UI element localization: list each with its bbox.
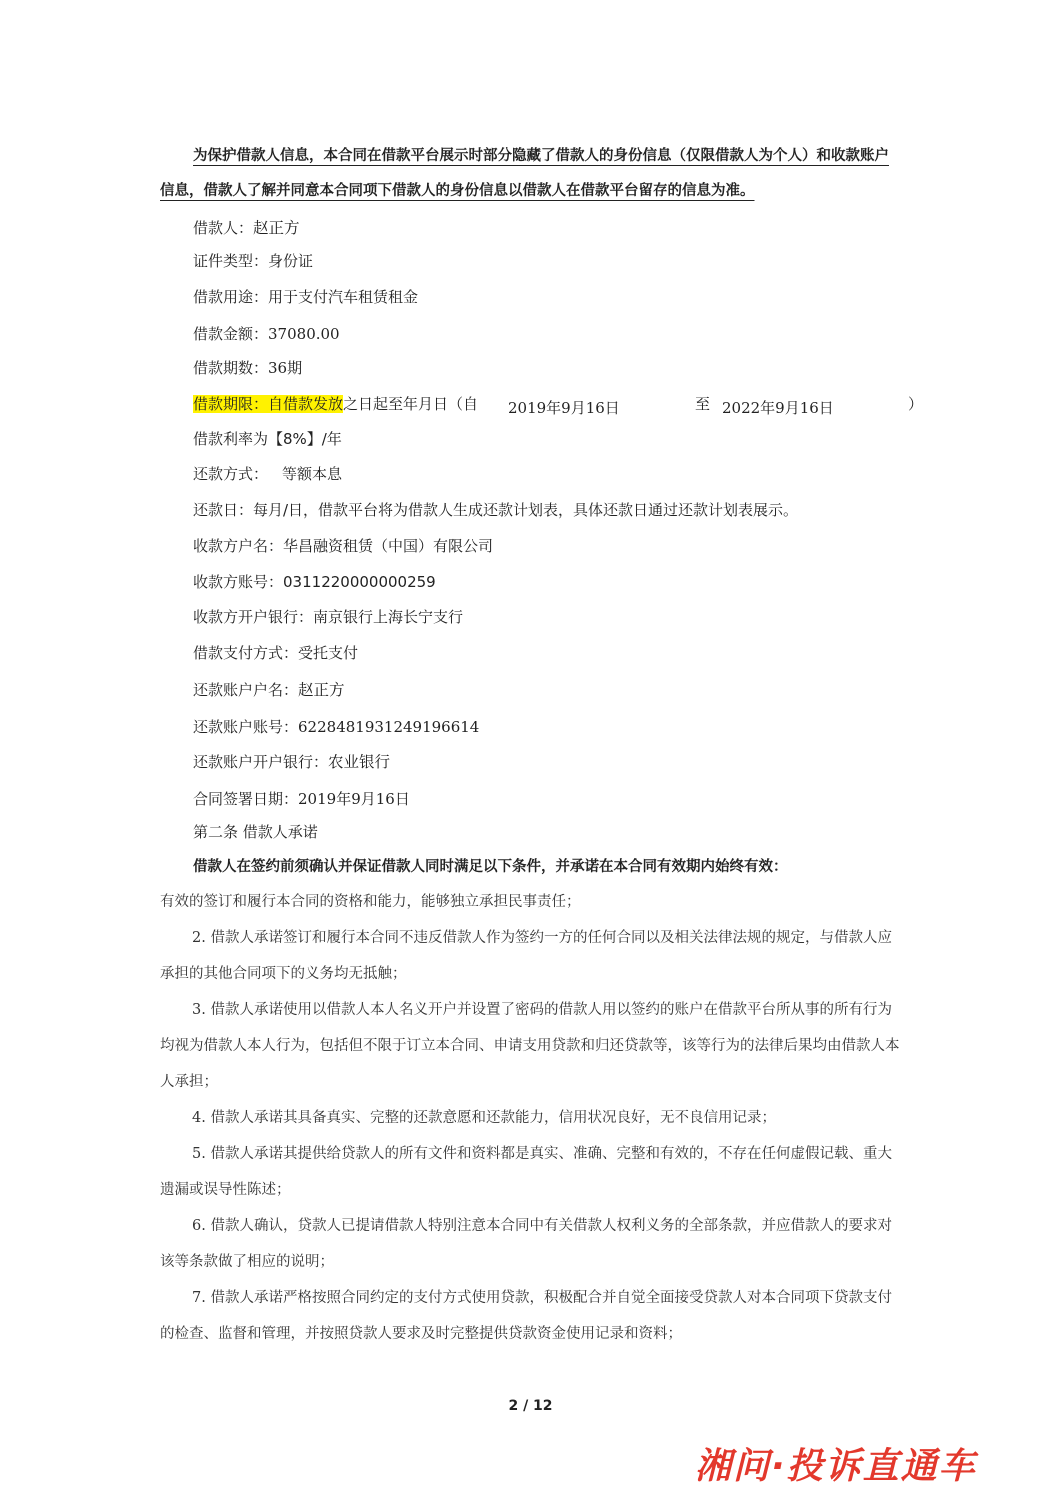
term-close: ） — [908, 395, 924, 413]
field-repay-name — [193, 680, 345, 700]
field-rate: 借款利率为【8%】/年 — [193, 430, 342, 448]
term-end-date: 2022年9月16日 — [722, 399, 834, 417]
field-value: 6228481931249196614 — [298, 718, 480, 736]
field-sign-date — [193, 789, 410, 809]
commitment-item-3: 3. 借款人承诺使用以借款人本人名义开户并设置了密码的借款人用以签约的账户在借款平台所从事的所有行为 — [192, 1002, 892, 1018]
field-payee-bank — [193, 607, 463, 627]
field-purpose — [193, 287, 418, 307]
field-value: 2019年9月16日 — [298, 790, 410, 808]
field-value: 身份证 — [268, 252, 314, 270]
field-pay-method — [193, 643, 358, 663]
field-label: 还款账户开户银行： — [193, 753, 329, 771]
notice-line-1: 为保护借款人信息，本合同在借款平台展示时部分隐藏了借款人的身份信息（仅限借款人为个人）和收款账户 — [193, 148, 889, 164]
section-intro: 借款人在签约前须确认并保证借款人同时满足以下条件，并承诺在本合同有效期内始终有效： — [193, 859, 788, 875]
field-label: 收款方开户银行： — [193, 608, 314, 626]
watermark-logo: 湘问·投诉直通车 — [695, 1446, 977, 1487]
field-value: 赵正方 — [253, 219, 300, 237]
field-repay-day: 还款日：每月/日，借款平台将为借款人生成还款计划表，具体还款日通过还款计划表展示。 — [193, 501, 799, 519]
field-repay-bank — [193, 752, 390, 772]
field-label: 借款人： — [193, 219, 254, 237]
field-payee-account — [193, 572, 436, 592]
field-payee-name — [193, 536, 493, 556]
commitment-item-2: 2. 借款人承诺签订和履行本合同不违反借款人作为签约一方的任何合同以及相关法律法规的规定，与借款人应 — [192, 930, 892, 946]
commitment-list — [160, 884, 975, 1352]
field-value: 36期 — [268, 359, 303, 377]
commitment-item-5: 5. 借款人承诺其提供给贷款人的所有文件和资料都是真实、准确、完整和有效的，不存在任何虚假记载、重大 — [192, 1146, 892, 1162]
field-label: 借款金额： — [193, 325, 269, 343]
field-repay-account — [193, 717, 479, 737]
field-value: 赵正方 — [298, 681, 345, 699]
notice-line-2: 信息，借款人了解并同意本合同项下借款人的身份信息以借款人在借款平台留存的信息为准。 — [160, 183, 755, 199]
field-borrower — [193, 218, 300, 238]
commitment-item-3-cont: 人承担； — [160, 1074, 218, 1090]
field-value: 0311220000000259 — [283, 573, 436, 591]
field-value: 华昌融资租赁（中国）有限公司 — [283, 537, 494, 555]
term-highlight: 借款期限：自借款发放 — [193, 395, 344, 413]
field-label: 还款账户户名： — [193, 681, 299, 699]
field-repay-method — [193, 464, 342, 484]
field-label: 借款期数： — [193, 359, 269, 377]
field-value: 南京银行上海长宁支行 — [313, 608, 464, 626]
commitment-item-7-cont: 的检查、监督和管理，并按照贷款人要求及时完整提供贷款资金使用记录和资料； — [160, 1326, 682, 1342]
field-term — [193, 394, 478, 414]
field-value: 37080.00 — [268, 325, 340, 343]
field-periods — [193, 358, 302, 378]
commitment-item-3-cont: 均视为借款人本人行为，包括但不限于订立本合同、申请支用贷款和归还贷款等，该等行为的法律后果均由借款人本 — [160, 1038, 900, 1054]
section-title: 第二条 借款人承诺 — [193, 823, 318, 841]
commitment-item-1: 有效的签订和履行本合同的资格和能力，能够独立承担民事责任； — [160, 894, 581, 910]
field-label: 借款用途： — [193, 288, 269, 306]
field-value: 受托支付 — [298, 644, 359, 662]
field-label: 收款方账号： — [193, 573, 284, 591]
field-label: 收款方户名： — [193, 537, 284, 555]
field-label: 还款账户账号： — [193, 718, 299, 736]
commitment-item-6-cont: 该等条款做了相应的说明； — [160, 1254, 334, 1270]
field-amount — [193, 324, 340, 344]
term-start-date: 2019年9月16日 — [508, 399, 620, 417]
commitment-item-6: 6. 借款人确认，贷款人已提请借款人特别注意本合同中有关借款人权利义务的全部条款，并应借款人的要求对 — [192, 1218, 892, 1234]
commitment-item-2-cont: 承担的其他合同项下的义务均无抵触； — [160, 966, 407, 982]
commitment-item-7: 7. 借款人承诺严格按照合同约定的支付方式使用贷款，积极配合并自觉全面接受贷款人对本合同项下贷款支付 — [192, 1290, 892, 1306]
field-value: 用于支付汽车租赁租金 — [268, 288, 419, 306]
commitment-item-4: 4. 借款人承诺其具备真实、完整的还款意愿和还款能力，信用状况良好，无不良信用记录； — [192, 1110, 776, 1126]
field-value: 等额本息 — [282, 465, 343, 483]
commitment-item-5-cont: 遗漏或误导性陈述； — [160, 1182, 291, 1198]
field-label: 借款支付方式： — [193, 644, 299, 662]
field-label: 还款方式： — [193, 465, 269, 483]
field-id-type — [193, 251, 313, 271]
field-label: 合同签署日期： — [193, 790, 299, 808]
field-label: 证件类型： — [193, 252, 269, 270]
term-to: 至 — [695, 395, 711, 413]
page-number: 2 / 12 — [508, 1398, 553, 1414]
field-value: 农业银行 — [328, 753, 391, 771]
term-label: 之日起至年月日（自 — [343, 395, 479, 413]
